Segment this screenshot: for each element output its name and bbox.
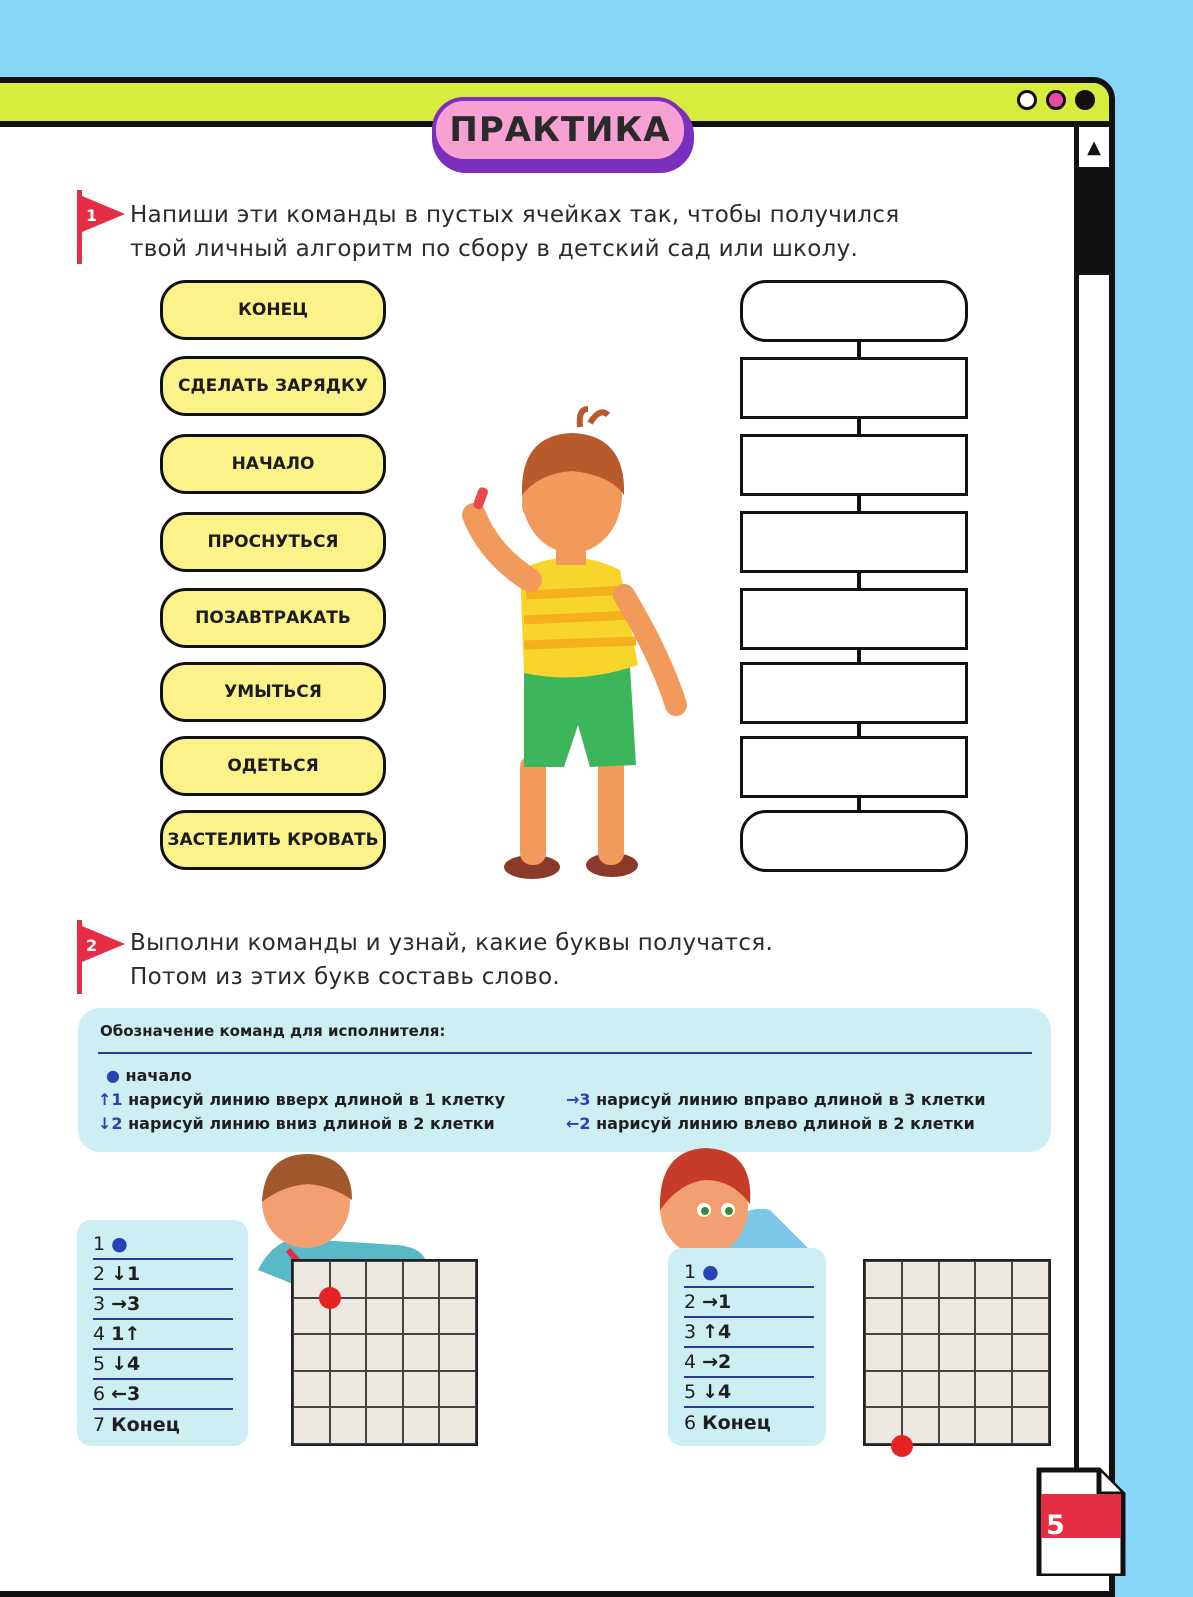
scroll-up-icon[interactable]: ▲ xyxy=(1087,136,1101,158)
legend-right-code: →3 xyxy=(566,1090,591,1109)
grid-cell[interactable] xyxy=(366,1407,403,1444)
grid-cell[interactable] xyxy=(1012,1407,1049,1444)
start-dot-icon: ● xyxy=(106,1066,120,1085)
grid-cell[interactable] xyxy=(403,1407,440,1444)
command-pill[interactable]: ОДЕТЬСЯ xyxy=(160,736,386,796)
program-card-1 xyxy=(77,1220,248,1446)
task2-line1: Выполни команды и узнай, какие буквы получатся. xyxy=(130,930,774,956)
grid-cell[interactable] xyxy=(330,1334,367,1371)
command-pill[interactable]: КОНЕЦ xyxy=(160,280,386,340)
program-row: 5 ↓4 xyxy=(93,1350,233,1380)
legend-down-text: нарисуй линию вниз длиной в 2 клетки xyxy=(128,1114,495,1133)
grid-cell[interactable] xyxy=(439,1261,476,1298)
grid-cell[interactable] xyxy=(902,1334,939,1371)
grid-cell[interactable] xyxy=(366,1334,403,1371)
window-dot-black[interactable] xyxy=(1075,90,1095,110)
program-row: 6 Конец xyxy=(684,1412,771,1434)
legend-start xyxy=(106,1066,192,1085)
grid-cell[interactable] xyxy=(939,1298,976,1335)
legend-right xyxy=(566,1090,986,1109)
task-flag-1-icon xyxy=(77,190,137,264)
grid-cell[interactable] xyxy=(865,1261,902,1298)
program-row: 1 ● xyxy=(93,1230,233,1260)
flowchart-step-slot[interactable] xyxy=(740,434,968,496)
boy-drawing-illustration xyxy=(440,405,700,885)
window-dot-white[interactable] xyxy=(1017,90,1037,110)
program-row: 4 →2 xyxy=(684,1348,814,1378)
task2-line2: Потом из этих букв составь слово. xyxy=(130,964,560,990)
grid-cell[interactable] xyxy=(293,1407,330,1444)
grid-cell[interactable] xyxy=(902,1298,939,1335)
task-number-2: 2 xyxy=(86,936,98,955)
grid-cell[interactable] xyxy=(975,1261,1012,1298)
program-row: 2 →1 xyxy=(684,1288,814,1318)
grid-cell[interactable] xyxy=(366,1371,403,1408)
grid-cell[interactable] xyxy=(366,1261,403,1298)
command-pill[interactable]: НАЧАЛО xyxy=(160,434,386,494)
command-legend xyxy=(78,1008,1051,1152)
page-title-badge xyxy=(432,101,694,173)
legend-down xyxy=(98,1114,495,1133)
program-row: 1 ● xyxy=(684,1258,814,1288)
grid-cell[interactable] xyxy=(439,1334,476,1371)
legend-title: Обозначение команд для исполнителя: xyxy=(100,1022,446,1040)
grid-cell[interactable] xyxy=(366,1298,403,1335)
grid-cell[interactable] xyxy=(330,1371,367,1408)
task-number-1: 1 xyxy=(86,206,98,225)
grid-cell[interactable] xyxy=(439,1298,476,1335)
grid-cell[interactable] xyxy=(939,1334,976,1371)
task2-instruction xyxy=(130,926,773,994)
command-pill[interactable]: УМЫТЬСЯ xyxy=(160,662,386,722)
grid-cell[interactable] xyxy=(1012,1334,1049,1371)
grid-cell[interactable] xyxy=(865,1298,902,1335)
grid-cell[interactable] xyxy=(403,1298,440,1335)
grid-cell[interactable] xyxy=(939,1407,976,1444)
program-row: 7 Конец xyxy=(93,1414,180,1436)
grid-cell[interactable] xyxy=(403,1334,440,1371)
program-row: 4 1↑ xyxy=(93,1320,233,1350)
grid-cell[interactable] xyxy=(865,1334,902,1371)
page-title: ПРАКТИКА xyxy=(432,97,688,163)
legend-right-text: нарисуй линию вправо длиной в 3 клетки xyxy=(596,1090,986,1109)
program-row: 3 →3 xyxy=(93,1290,233,1320)
task1-line2: твой личный алгоритм по сбору в детский сад или школу. xyxy=(130,236,859,262)
window-controls xyxy=(1017,90,1095,110)
grid-cell[interactable] xyxy=(439,1371,476,1408)
legend-start-text: начало xyxy=(125,1066,192,1085)
grid-cell[interactable] xyxy=(975,1407,1012,1444)
drawing-grid-2[interactable] xyxy=(863,1259,1051,1446)
start-point-dot-1 xyxy=(319,1287,341,1309)
grid-cell[interactable] xyxy=(975,1298,1012,1335)
command-pill[interactable]: ПРОСНУТЬСЯ xyxy=(160,512,386,572)
flowchart-step-slot[interactable] xyxy=(740,736,968,798)
grid-cell[interactable] xyxy=(902,1371,939,1408)
grid-cell[interactable] xyxy=(439,1407,476,1444)
legend-left-code: ←2 xyxy=(566,1114,591,1133)
grid-cell[interactable] xyxy=(975,1334,1012,1371)
program-row: 6 ←3 xyxy=(93,1380,233,1410)
scrollbar[interactable] xyxy=(1074,127,1109,1527)
start-point-dot-2 xyxy=(891,1435,913,1457)
flowchart-step-slot[interactable] xyxy=(740,511,968,573)
legend-up-text: нарисуй линию вверх длиной в 1 клетку xyxy=(128,1090,506,1109)
flowchart-end-slot[interactable] xyxy=(740,810,968,872)
legend-down-code: ↓2 xyxy=(98,1114,123,1133)
grid-cell[interactable] xyxy=(403,1261,440,1298)
drawing-grid-1[interactable] xyxy=(291,1259,478,1446)
command-pill[interactable]: СДЕЛАТЬ ЗАРЯДКУ xyxy=(160,356,386,416)
grid-cell[interactable] xyxy=(975,1371,1012,1408)
grid-cell[interactable] xyxy=(1012,1298,1049,1335)
grid-cell[interactable] xyxy=(902,1261,939,1298)
grid-cell[interactable] xyxy=(1012,1261,1049,1298)
grid-cell[interactable] xyxy=(330,1407,367,1444)
grid-cell[interactable] xyxy=(939,1371,976,1408)
task-flag-2-icon xyxy=(77,920,137,994)
task1-line1: Напиши эти команды в пустых ячейках так, чтобы получился xyxy=(130,202,900,228)
command-pill[interactable]: ЗАСТЕЛИТЬ КРОВАТЬ xyxy=(160,810,386,870)
legend-divider xyxy=(98,1052,1032,1054)
grid-cell[interactable] xyxy=(293,1334,330,1371)
program-row: 5 ↓4 xyxy=(684,1378,814,1408)
program-card-2 xyxy=(668,1248,826,1446)
grid-cell[interactable] xyxy=(1012,1371,1049,1408)
grid-cell[interactable] xyxy=(403,1371,440,1408)
flowchart-step-slot[interactable] xyxy=(740,588,968,650)
legend-left-text: нарисуй линию влево длиной в 2 клетки xyxy=(596,1114,975,1133)
flowchart-start-slot[interactable] xyxy=(740,280,968,342)
legend-up-code: ↑1 xyxy=(98,1090,123,1109)
grid-cell[interactable] xyxy=(939,1261,976,1298)
program-row: 2 ↓1 xyxy=(93,1260,233,1290)
program-row: 3 ↑4 xyxy=(684,1318,814,1348)
legend-up xyxy=(98,1090,505,1109)
window-dot-pink[interactable] xyxy=(1046,90,1066,110)
grid-cell[interactable] xyxy=(865,1371,902,1408)
scrollbar-thumb[interactable] xyxy=(1079,167,1109,275)
legend-left xyxy=(566,1114,975,1133)
grid-cell[interactable] xyxy=(293,1371,330,1408)
page-number: 5 xyxy=(1046,1510,1065,1541)
command-pill[interactable]: ПОЗАВТРАКАТЬ xyxy=(160,588,386,648)
task1-instruction xyxy=(130,198,900,266)
flowchart-step-slot[interactable] xyxy=(740,357,968,419)
flowchart-step-slot[interactable] xyxy=(740,662,968,724)
